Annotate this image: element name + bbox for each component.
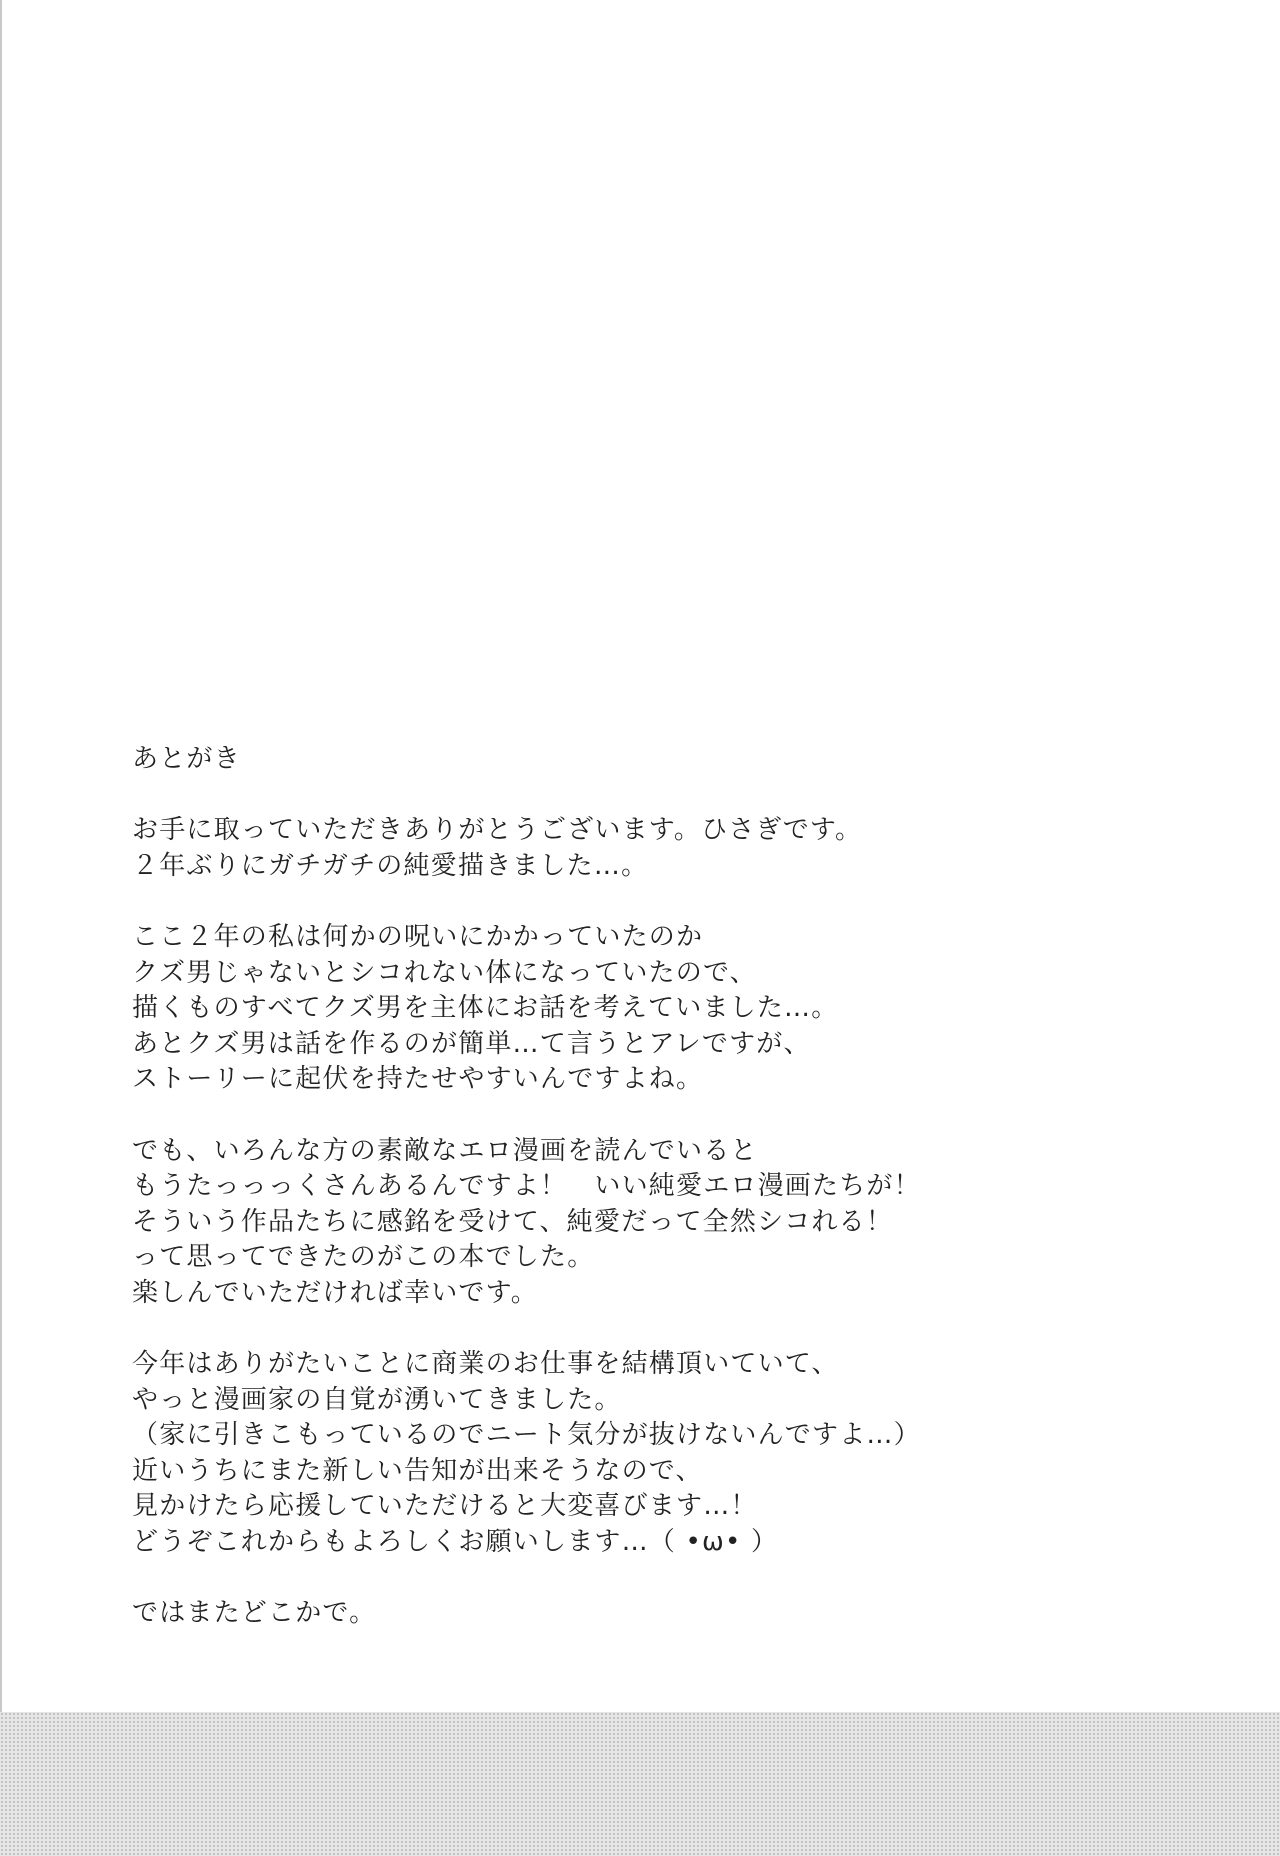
paragraph-3-line-2: もうたっっっくさんあるんですよ！ いい純愛エロ漫画たちが！ — [132, 1171, 921, 1202]
paragraph-4-line-3: （家に引きこもっているのでニート気分が抜けないんですよ…） — [132, 1420, 921, 1451]
paragraph-2-line-2: クズ男じゃないとシコれない体になっていたので、 — [132, 957, 757, 988]
paragraph-4-line-5: 見かけたら応援していただけると大変喜びます…！ — [132, 1491, 758, 1522]
screentone-band — [0, 1712, 1280, 1856]
afterword-text — [132, 742, 1192, 1632]
page-left-edge — [0, 0, 2, 1856]
paragraph-3-line-1: でも、いろんな方の素敵なエロ漫画を読んでいると — [132, 1135, 758, 1166]
paragraph-4-line-6: どうぞこれからもよろしくお願いします…（ •ω• ） — [132, 1527, 779, 1558]
paragraph-gap — [132, 884, 1192, 920]
paragraph-gap — [132, 1561, 1192, 1597]
paragraph-gap — [132, 1098, 1192, 1134]
afterword-title: あとがき — [132, 744, 241, 774]
paragraph-2-line-4: あとクズ男は話を作るのが簡単…て言うとアレですが、 — [132, 1028, 811, 1059]
paragraph-1-line-2: ２年ぶりにガチガチの純愛描きました…。 — [132, 850, 649, 881]
paragraph-2-line-1: ここ２年の私は何かの呪いにかかっていたのか — [132, 921, 704, 952]
paragraph-4-line-4: 近いうちにまた新しい告知が出来そうなので、 — [132, 1455, 703, 1486]
paragraph-4-line-1: 今年はありがたいことに商業のお仕事を結構頂いていて、 — [132, 1349, 839, 1380]
paragraph-3-line-5: 楽しんでいただければ幸いです。 — [132, 1277, 538, 1308]
paragraph-gap — [132, 1312, 1192, 1348]
closing-line: ではまたどこかで。 — [132, 1598, 377, 1629]
paragraph-2-line-3: 描くものすべてクズ男を主体にお話を考えていました…。 — [132, 993, 839, 1024]
paragraph-1-line-1: お手に取っていただきありがとうございます。ひさぎです。 — [132, 815, 863, 846]
paragraph-4-line-2: やっと漫画家の自覚が湧いてきました。 — [132, 1384, 622, 1415]
paragraph-2-line-5: ストーリーに起伏を持たせやすいんですよね。 — [132, 1064, 704, 1095]
paragraph-3-line-3: そういう作品たちに感銘を受けて、純愛だって全然シコれる！ — [132, 1206, 894, 1237]
paragraph-3-line-4: って思ってできたのがこの本でした。 — [132, 1242, 595, 1273]
